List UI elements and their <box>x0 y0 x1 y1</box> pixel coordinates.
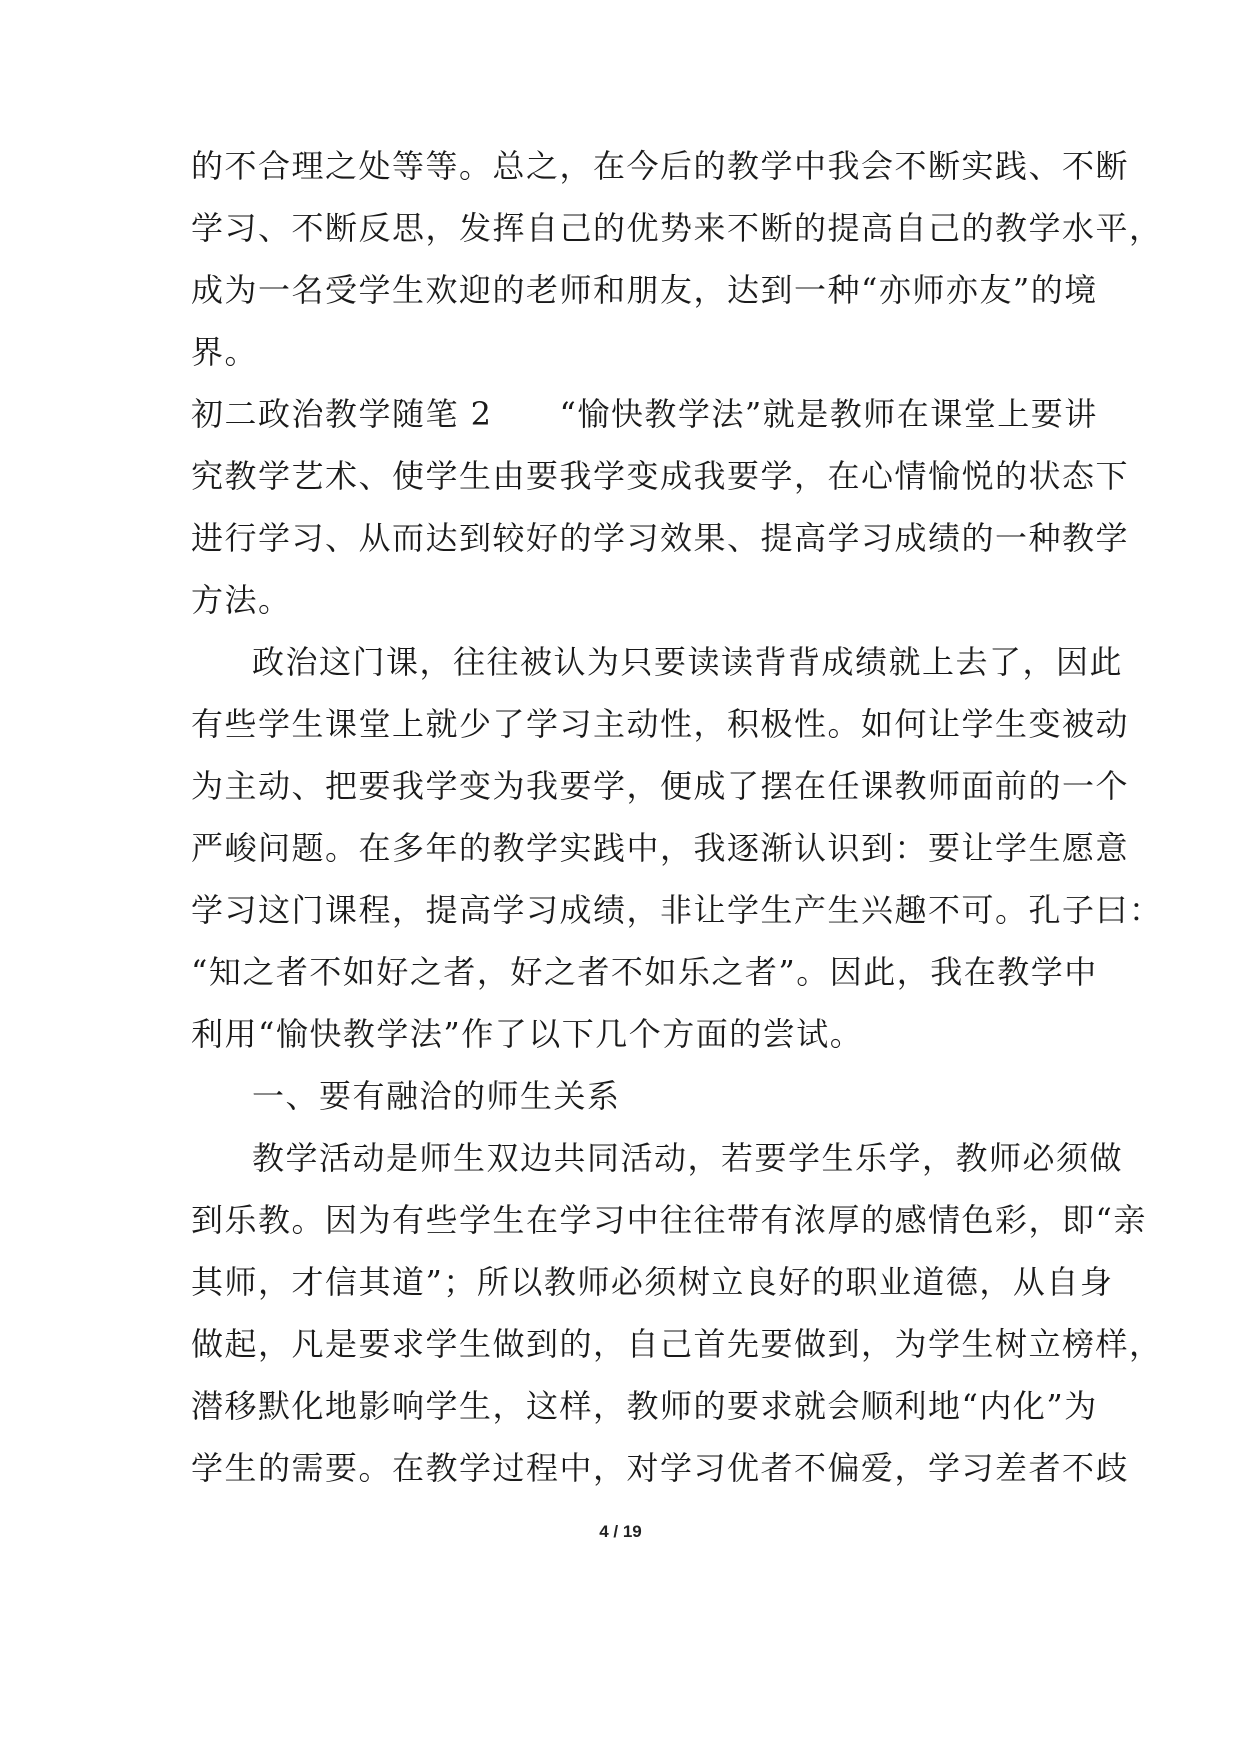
text-line: 严峻问题。在多年的教学实践中，我逐渐认识到：要让学生愿意 <box>191 829 1130 867</box>
text-line: 为主动、把要我学变为我要学，便成了摆在任课教师面前的一个 <box>191 767 1130 805</box>
text-line: “知之者不如好之者，好之者不如乐之者”。因此，我在教学中 <box>191 953 1098 991</box>
text-line: 学习这门课程，提高学习成绩，非让学生产生兴趣不可。孔子曰： <box>191 891 1163 929</box>
text-line: 界。 <box>191 333 259 371</box>
text-line: 潜移默化地影响学生，这样，教师的要求就会顺利地“内化”为 <box>191 1387 1098 1425</box>
page-number: 4 / 19 <box>599 1522 642 1541</box>
text-line: 方法。 <box>191 581 292 619</box>
text-line: 做起，凡是要求学生做到的，自己首先要做到，为学生树立榜样， <box>191 1325 1163 1363</box>
paragraph-first-line: 政治这门课，往往被认为只要读读背背成绩就上去了，因此 <box>252 643 1124 681</box>
text-line: 成为一名受学生欢迎的老师和朋友，达到一种“亦师亦友”的境 <box>191 271 1098 309</box>
text-line: 进行学习、从而达到较好的学习效果、提高学习成绩的一种教学 <box>191 519 1130 557</box>
text-line: 的不合理之处等等。总之，在今后的教学中我会不断实践、不断 <box>191 147 1130 185</box>
text-line: 有些学生课堂上就少了学习主动性，积极性。如何让学生变被动 <box>191 705 1130 743</box>
text-line: 利用“愉快教学法”作了以下几个方面的尝试。 <box>191 1015 864 1053</box>
text-line: 学习、不断反思，发挥自己的优势来不断的提高自己的教学水平， <box>191 209 1163 247</box>
text-line: 学生的需要。在教学过程中，对学习优者不偏爱，学习差者不歧 <box>191 1449 1130 1487</box>
text-line: 到乐教。因为有些学生在学习中往往带有浓厚的感情色彩，即“亲 <box>191 1201 1147 1239</box>
subheading: 一、要有融洽的师生关系 <box>252 1077 621 1115</box>
text-line: 其师，才信其道”；所以教师必须树立良好的职业道德，从自身 <box>191 1263 1114 1301</box>
paragraph-first-line: 教学活动是师生双边共同活动，若要学生乐学，教师必须做 <box>252 1139 1124 1177</box>
section-heading-line: 初二政治教学随笔 2 “愉快教学法”就是教师在课堂上要讲 <box>191 395 1098 433</box>
text-line: 究教学艺术、使学生由要我学变成我要学，在心情愉悦的状态下 <box>191 457 1130 495</box>
